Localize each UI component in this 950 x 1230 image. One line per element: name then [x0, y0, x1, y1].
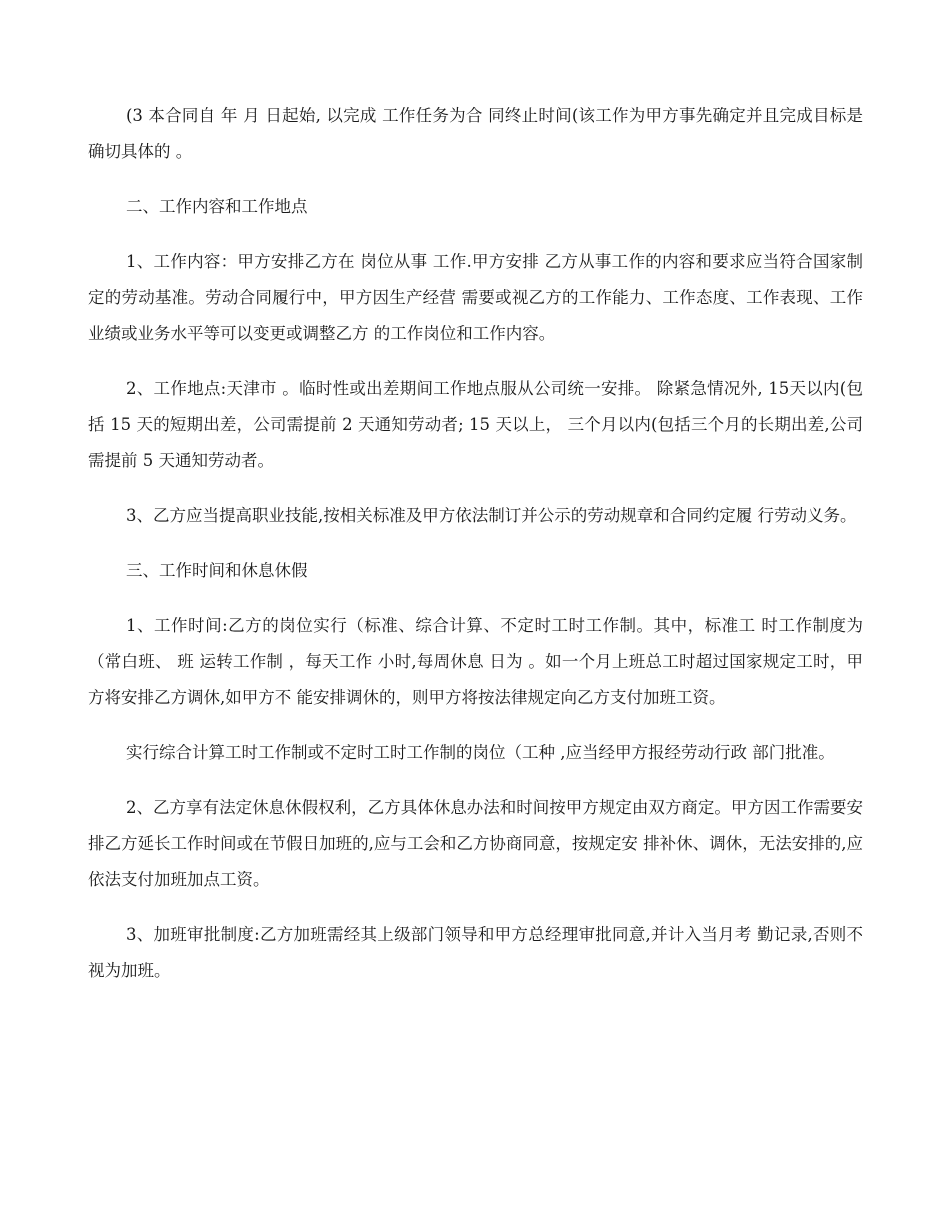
section-heading-work-time-rest: 三、工作时间和休息休假 — [126, 561, 308, 580]
paragraph-job-skills: 3、乙方应当提高职业技能,按相关标准及甲方依法制订并公示的劳动规章和合同约定履 行劳动义务。 — [126, 506, 857, 525]
section-heading-work-content-location: 二、工作内容和工作地点 — [126, 197, 308, 216]
paragraph-work-time: 1、工作时间:乙方的岗位实行（标准、综合计算、不定时工时工作制。其中，标准工 时工作制度为（常白班、 班 运转工作制 ，每天工作 小时,每周休息 日为 。如一个月上班总工时超过国家规定工时，甲方将安排乙方调休,如甲方不 能安排调休的，则甲方将按法律规定向乙方支付加班工资。 — [88, 616, 863, 707]
paragraph-comprehensive-hours: 实行综合计算工时工作制或不定时工时工作制的岗位（工种 ,应当经甲方报经劳动行政 部门批准。 — [126, 743, 835, 762]
paragraph-overtime-approval: 3、加班审批制度:乙方加班需经其上级部门领导和甲方总经理审批同意,并计入当月考 勤记录,否则不视为加班。 — [88, 925, 863, 980]
document-page — [88, 98, 863, 1008]
paragraph-work-content: 1、工作内容：甲方安排乙方在 岗位从事 工作.甲方安排 乙方从事工作的内容和要求应当符合国家制定的劳动基准。劳动合同履行中，甲方因生产经营 需要或视乙方的工作能力、工作态度、工作表现、工作业绩或业务水平等可以变更或调整乙方 的工作岗位和工作内容。 — [88, 252, 863, 343]
paragraph-rest-leave: 2、乙方享有法定休息休假权利，乙方具体休息办法和时间按甲方规定由双方商定。甲方因工作需要安排乙方延长工作时间或在节假日加班的,应与工会和乙方协商同意，按规定安 排补休、调休，无法安排的,应依法支付加班加点工资。 — [88, 798, 863, 889]
paragraph-contract-term: (3 本合同自 年 月 日起始, 以完成 工作任务为合 同终止时间(该工作为甲方事先确定并且完成目标是确切具体的 。 — [88, 106, 863, 161]
paragraph-work-location: 2、工作地点:天津市 。临时性或出差期间工作地点服从公司统一安排。 除紧急情况外, 15天以内(包括 15 天的短期出差，公司需提前 2 天通知劳动者; 15 天以上， 三个月以内(包括三个月的长期出差,公司需提前 5 天通知劳动者。 — [88, 379, 863, 470]
